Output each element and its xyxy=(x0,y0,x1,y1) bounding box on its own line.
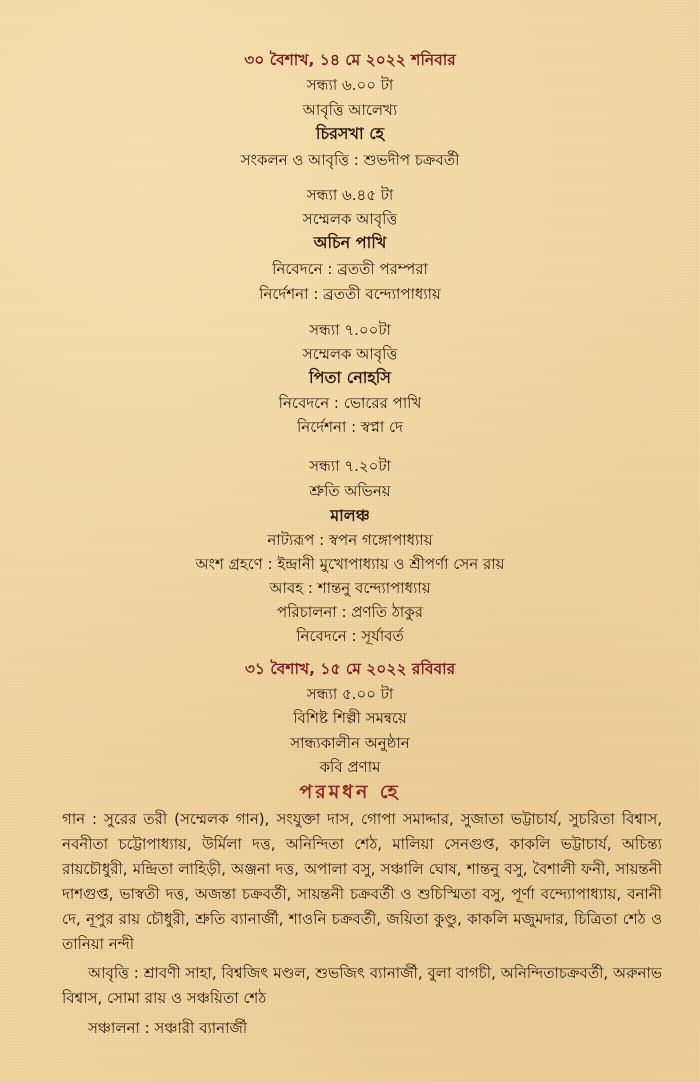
prog1-time: সন্ধ্যা ৬.০০ টা xyxy=(306,76,394,94)
prog2-time: সন্ধ্যা ৬.৪৫ টা xyxy=(306,186,394,204)
prog4-direction: পরিচালনা : প্রণতি ঠাকুর xyxy=(277,603,423,621)
day2-date: ৩১ বৈশাখ, ১৫ মে ২০২২ রবিবার xyxy=(244,660,456,678)
prog3-type: সম্মেলক আবৃত্তি xyxy=(302,345,398,363)
prog2-presented: নিবেদনে : ব্রততী পরম্পরা xyxy=(272,260,428,278)
day2-line2: সান্ধ্যকালীন অনুষ্ঠান xyxy=(290,734,410,752)
anchor-line: সঞ্চালনা : সঞ্চারী ব্যানার্জী xyxy=(88,1019,248,1037)
prog1-type: আবৃত্তি আলেখ্য xyxy=(302,101,398,119)
prog3-title: পিতা নোহসি xyxy=(309,368,391,387)
prog4-type: শ্রুতি অভিনয় xyxy=(309,482,391,500)
prog4-presented: নিবেদনে : সূর্যাবর্ত xyxy=(296,627,404,645)
prog3-presented: নিবেদনে : ভোরের পাখি xyxy=(278,394,422,412)
prog4-music: আবহ : শান্তনু বন্দ্যোপাধ্যায় xyxy=(269,579,431,597)
prog4-time: সন্ধ্যা ৭.২০টা xyxy=(309,457,391,475)
day2-line1: বিশিষ্ট শিল্পী সমন্বয়ে xyxy=(293,709,407,727)
prog2-type: সম্মেলক আবৃত্তি xyxy=(302,210,398,228)
day2-heading: পরমধন হে xyxy=(299,781,401,803)
songs-paragraph: গান : সুরের তরী (সম্মেলক গান), সংযুক্তা দাস, গোপা সমাদ্দার, সুজাতা ভট্টাচার্য, সুচরিতা বিশ্বাস, নবনীতা চট্টোপাধ্যায়, উর্মিলা দত্ত, অনিন্দিতা শেঠ, মালিয়া সেনগুপ্ত, কাকলি ভট্টাচার্য, অচিন্ত্য রায়চৌধুরী, মন্দ্রিতা লাহিড়ী, অঞ্জনা দত্ত, অপালা বসু, সঞ্চালি ঘোষ, শান্তনু বসু, বৈশালী ফনী, সায়ন্তনী দাশগুপ্ত, ভাস্বতী দত্ত, অজন্তা চক্রবর্তী, সায়ন্তনী চক্রবর্তী ও শুচিস্মিতা বসু, পূর্ণা বন্দ্যোপাধ্যায়, বনানী দে, নূপুর রায় চৌধুরী, শ্রুতি ব্যানার্জী, শাওনি চক্রবর্তী, জয়িতা কুণ্ডু, কাকলি মজুমদার, চিত্রিতা শেঠ ও তানিয়া নন্দী xyxy=(62,810,662,953)
prog3-time: সন্ধ্যা ৭.০০টা xyxy=(309,321,391,339)
day2-time: সন্ধ্যা ৫.০০ টা xyxy=(306,685,394,703)
prog4-adaptation: নাট্যরূপ : স্বপন গঙ্গোপাধ্যায় xyxy=(267,531,433,549)
prog1-credit: সংকলন ও আবৃত্তি : শুভদীপ চক্রবর্তী xyxy=(240,151,460,169)
prog2-direction: নির্দেশনা : ব্রততী বন্দ্যোপাধ্যায় xyxy=(259,285,441,303)
day1-date: ৩০ বৈশাখ, ১৪ মে ২০২২ শনিবার xyxy=(244,51,456,69)
recitation-paragraph: আবৃত্তি : শ্রাবণী সাহা, বিশ্বজিৎ মণ্ডল, শুভজিৎ ব্যানার্জী, বুলা বাগচী, অনিন্দিতাচক্রবর্তী, অরুনাভ বিশ্বাস, সোমা রায় ও সঞ্চয়িতা শেঠ xyxy=(62,964,662,1007)
day2-line3: কবি প্রণাম xyxy=(319,758,381,776)
prog4-title: মালঞ্চ xyxy=(330,506,370,525)
prog2-title: অচিন পাখি xyxy=(313,233,387,252)
prog4-cast: অংশ গ্রহণে : ইন্দ্রানী মুখোপাধ্যায় ও শ্রীপর্ণা সেন রায় xyxy=(195,555,505,573)
prog3-direction: নির্দেশনা : স্বপ্না দে xyxy=(296,418,403,436)
prog1-title: চিরসখা হে xyxy=(315,124,385,143)
